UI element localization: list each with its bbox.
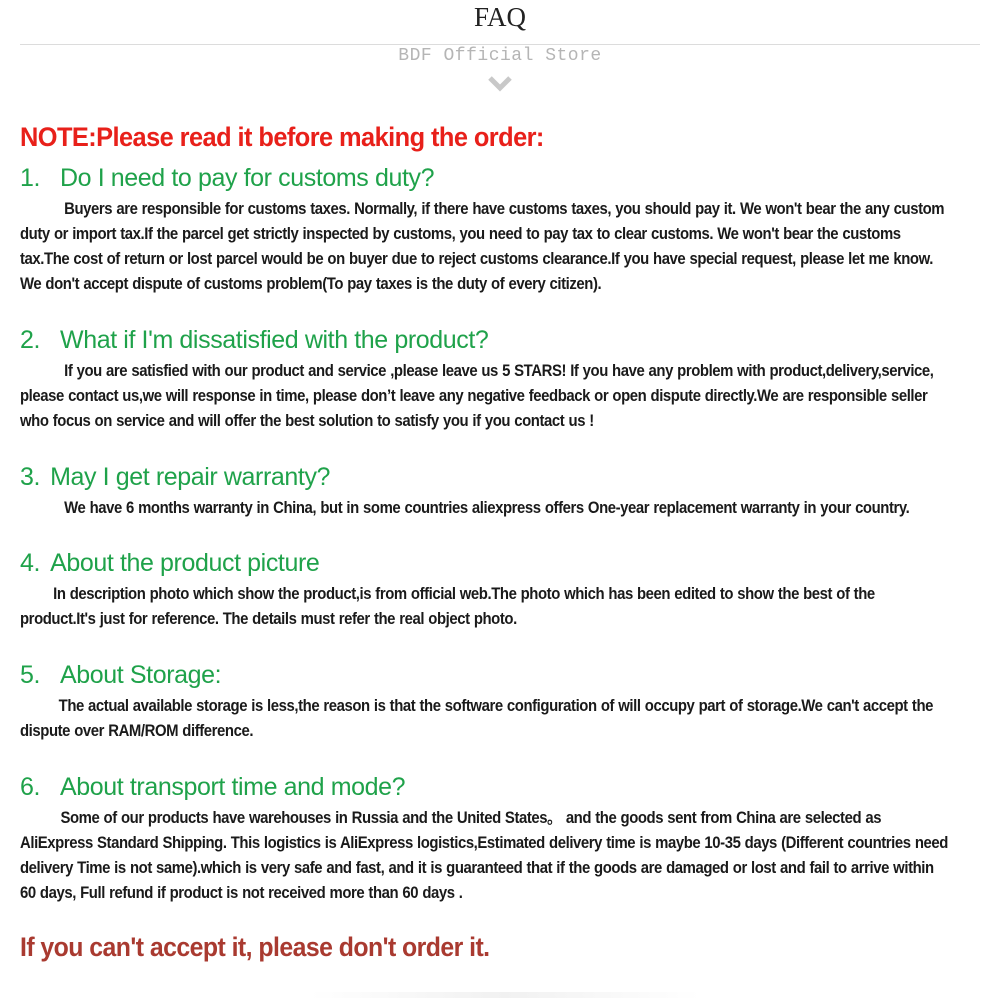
faq-answer-line: duty or import tax.If the parcel get strictly inspected by customs, you need to pay tax to clear customs. We won't bear the customs xyxy=(20,225,901,243)
faq-answer-line: We don't accept dispute of customs problem(To pay taxes is the duty of every citizen). xyxy=(20,275,602,293)
faq-number: 6. xyxy=(20,773,41,801)
faq-number: 3. xyxy=(20,463,41,491)
faq-question-text: Do I need to pay for customs duty? xyxy=(60,164,435,192)
faq-question xyxy=(20,660,980,690)
faq-answer xyxy=(20,197,980,297)
faq-answer-line: please contact us,we will response in time, please don’t leave any negative feedback or open dispute directly.We are responsible seller xyxy=(20,387,928,405)
faq-item-product-picture xyxy=(20,548,980,632)
faq-question xyxy=(20,163,980,193)
faq-question-text: About Storage: xyxy=(60,661,222,689)
faq-question xyxy=(20,462,980,492)
faq-answer-line: We have 6 months warranty in China, but in some countries aliexpress offers One-year replacement warranty in your country. xyxy=(64,499,910,517)
faq-answer-line: delivery Time is not same).which is very safe and fast, and it is guaranteed that if the goods are damaged or lost and fail to arrive within xyxy=(20,859,934,877)
faq-answer-line: In description photo which show the product,is from official web.The photo which has been edited to show the best of the xyxy=(53,585,875,603)
bottom-divider xyxy=(310,992,700,998)
page-title: FAQ xyxy=(473,2,526,32)
faq-header xyxy=(0,0,1000,100)
faq-item-storage xyxy=(20,660,980,744)
faq-item-warranty xyxy=(20,462,980,521)
faq-answer xyxy=(20,359,980,434)
faq-question xyxy=(20,772,980,802)
faq-question-text: May I get repair warranty? xyxy=(50,463,331,491)
faq-question-text: About transport time and mode? xyxy=(60,773,406,801)
faq-item-transport xyxy=(20,772,980,906)
order-note: NOTE:Please read it before making the order: xyxy=(20,122,544,152)
faq-answer xyxy=(20,496,980,521)
store-name: BDF Official Store xyxy=(398,46,602,66)
faq-item-customs-duty xyxy=(20,163,980,297)
faq-question xyxy=(20,548,980,578)
faq-answer-line: product.It's just for reference. The details must refer the real object photo. xyxy=(20,610,517,628)
faq-answer-line: 60 days, Full refund if product is not received more than 60 days . xyxy=(20,884,463,902)
faq-number: 4. xyxy=(20,549,41,577)
faq-number: 2. xyxy=(20,326,41,354)
chevron-down-icon xyxy=(486,70,514,98)
faq-number: 1. xyxy=(20,164,41,192)
faq-question-text: About the product picture xyxy=(50,549,320,577)
faq-answer-line: Buyers are responsible for customs taxes. Normally, if there have customs taxes, you should pay it. We won't bear the any custom xyxy=(64,200,945,218)
faq-item-dissatisfied xyxy=(20,325,980,434)
faq-number: 5. xyxy=(20,661,41,689)
faq-answer-line: tax.The cost of return or lost parcel would be on buyer due to reject customs clearance.If you have special request, please let me know. xyxy=(20,250,933,268)
faq-answer xyxy=(20,582,980,632)
faq-answer xyxy=(20,694,980,744)
faq-answer-line: The actual available storage is less,the reason is that the software configuration of will occupy part of storage.We can't accept the xyxy=(58,697,933,715)
header-divider xyxy=(20,44,980,45)
faq-answer-line: Some of our products have warehouses in Russia and the United States。 and the goods sent from China are selected as xyxy=(60,809,882,827)
faq-answer-line: dispute over RAM/ROM difference. xyxy=(20,722,254,740)
faq-question xyxy=(20,325,980,355)
faq-answer xyxy=(20,806,980,906)
faq-answer-line: who focus on service and will offer the best solution to satisfy you if you contact us ! xyxy=(20,412,594,430)
faq-answer-line: AliExpress Standard Shipping. This logistics is AliExpress logistics,Estimated delivery time is maybe 10-35 days (Different countries need xyxy=(20,834,948,852)
faq-answer-line: If you are satisfied with our product and service ,please leave us 5 STARS! If you have any problem with product,delivery,service, xyxy=(64,362,934,380)
closing-note: If you can't accept it, please don't order it. xyxy=(20,932,490,962)
faq-question-text: What if I'm dissatisfied with the product? xyxy=(60,326,489,354)
